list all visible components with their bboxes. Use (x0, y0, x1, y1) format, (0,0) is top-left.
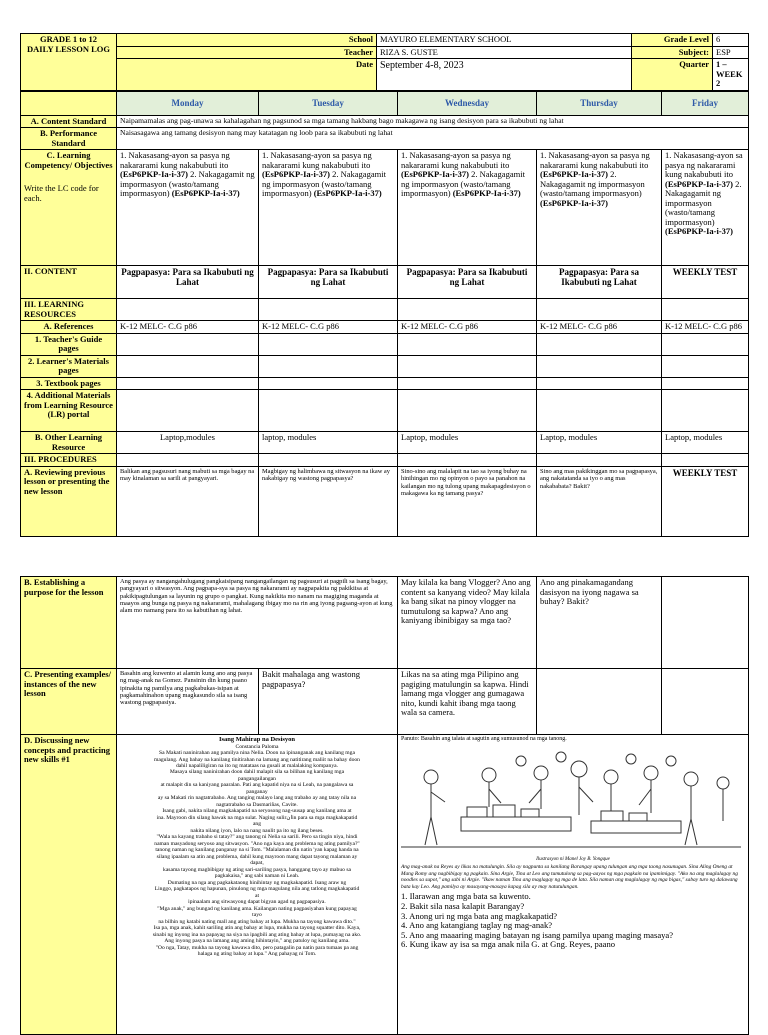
establishing-wednesday: May kilala ka bang Vlogger? Ano ang content sa kanyang video? May kilala ka bang sikat na pinoy vlogger na tumutulong sa kapwa? Ano ang kaniyang ibinibigay sa mga tao? (398, 577, 537, 669)
reviewing-tuesday: Magbigay ng halimbawa ng sitwasyon na ikaw ay nakabigay ng wastong pagpapasya? (259, 466, 398, 536)
competency-text-2: 2. Nakagagamit ng impormasyon (wasto/tamang impormasyon) (401, 169, 525, 199)
empty-cell (117, 377, 259, 390)
empty-cell (259, 377, 398, 390)
competency-monday (117, 150, 259, 266)
content-tuesday: Pagpapasya: Para sa Ikabubuti ng Lahat (259, 266, 398, 299)
competency-tuesday (259, 150, 398, 266)
competency-code: (EsP6PKP-Ia-i-37) (540, 169, 608, 180)
other-resources-wednesday: Laptop, modules (398, 432, 537, 454)
day-thursday: Thursday (537, 91, 662, 115)
family-illustration (401, 747, 745, 855)
empty-cell (117, 390, 259, 432)
story-line: Masaya silang naninirahan doon dahil malapit sila sa bilihan ng kanilang mga (169, 769, 345, 776)
story-line: na bilhin ng katabi nating mall ang ating bahay at lupa. Mukha na tayong kawawa dito." (158, 918, 356, 925)
empty-cell (537, 669, 662, 735)
competency-text-2: 2. Nakagagamit ng impormasyon (wasto/tamang impormasyon) (120, 169, 255, 199)
competency-label-cell (21, 150, 117, 266)
competency-text-2: 2. Nakagagamit ng impormasyon (wasto/tamang impormasyon) (540, 169, 645, 199)
grade-level-value: 6 (713, 34, 749, 47)
grade-range: GRADE 1 to 12 (40, 34, 97, 44)
question-item: 3. Anong uri ng mga bata ang magkakapatid? (401, 910, 558, 921)
resources-empty (117, 299, 259, 321)
discussing-label: D. Discussing new concepts and practicing new skills #1 (21, 735, 117, 1035)
story-line: Isa pa, mga anak, kahit sariling atin ang bahay at lupa, mukha na tayong squatter dito. Kaya, (153, 925, 361, 932)
story-line: ina. Mayroon din silang hawak na mga sulat. Naging sulirانin para sa mga magkakapatid (156, 814, 358, 821)
corner-cell (21, 91, 117, 115)
competency-text: 1. Nakasasang-ayon sa pasya ng nakararami kung nakabubuti ito (262, 150, 372, 170)
question-item: 2. Bakit sila nasa kalapit Barangay? (401, 900, 525, 911)
story-line: naman masyadong seryoso ang sitwasyon. "Ano nga kaya ang problema ng ating pamilya?" (154, 840, 360, 847)
empty-cell (537, 355, 662, 377)
establishing-label: B. Establishing a purpose for the lesson (21, 577, 117, 669)
competency-text: 1. Nakasasang-ayon sa pasya ng nakararami kung nakabubuti ito (401, 150, 511, 170)
performance-standard-label: B. Performance Standard (21, 128, 117, 150)
school-value: MAYURO ELEMENTARY SCHOOL (377, 34, 632, 47)
story-line: Sa Makati naninirahan ang pamilya nina Nelia. Doon na ipinanganak ang kanilang mga (159, 750, 355, 757)
competency-note: Write the LC code for each. (24, 183, 99, 203)
story-line: Dumating na nga ang pagkakataong hinihintay ng magkakapatid. Isang araw ng (167, 879, 347, 886)
grade-range-cell (21, 34, 117, 91)
learners-materials-label: 2. Learner's Materials pages (21, 355, 117, 377)
story-line: at (254, 892, 260, 899)
competency-wednesday (398, 150, 537, 266)
empty-cell (117, 333, 259, 355)
content-monday: Pagpapasya: Para sa Ikabubuti ng Lahat (117, 266, 259, 299)
story-line: kasama tayong magbibigay ng ating sari-sariling pasya, hanggang tayo ay mabuo sa (163, 866, 351, 873)
content-standard-label: A. Content Standard (21, 115, 117, 128)
teachers-guide-label: 1. Teacher's Guide pages (21, 333, 117, 355)
illustration-caption: Ilustrasyon ni Manel Joy B. Yongque (536, 856, 610, 862)
empty-cell (662, 355, 749, 377)
competency-text-2: 2. Nakagagamit ng impormasyon (wasto/tamang impormasyon) (665, 178, 742, 227)
empty-cell (537, 454, 662, 467)
presenting-label: C. Presenting examples/ instances of the new lesson (21, 669, 117, 735)
story-line: Linggo, pagkatapos ng hapunan, pinulong ng mga magulang nila ang tatlong magkakapatid (154, 886, 360, 893)
content-friday: WEEKLY TEST (662, 266, 749, 299)
subject-value: ESP (713, 46, 749, 59)
family-helping-illustration (401, 747, 741, 855)
competency-text: 1. Nakasasang-ayon sa pasya ng nakararami kung nakabubuti ito (665, 150, 743, 180)
empty-cell (259, 454, 398, 467)
competency-code-2: (EsP6PKP-Ia-i-37) (665, 226, 733, 237)
resources-label: III. LEARNING RESOURCES (21, 299, 117, 321)
story-line: dapat, (250, 860, 264, 867)
other-resources-friday: Laptop, modules (662, 432, 749, 454)
day-friday: Friday (662, 91, 749, 115)
activity-cell (398, 735, 749, 1035)
other-resources-tuesday: laptop, modules (259, 432, 398, 454)
empty-cell (537, 390, 662, 432)
competency-text: 1. Nakasasang-ayon sa pasya ng nakararami kung nakabubuti ito (540, 150, 650, 170)
header-table (20, 33, 749, 91)
story-line: tayo (252, 912, 262, 919)
question-item: 1. Ilarawan ang mga bata sa kuwento. (401, 891, 531, 902)
activity-paragraph: Ang mag-anak na Reyes ay likas na matulungin. Sila ay nagpunta sa kanilang Barangay upang tulungan ang mga taong nasunugan. Sina Aling Oneng at Mang Romy ang nagbibigay ng pagkain. Sina Argie, Tina at Leo ang tumutulong sa pag-aayos ng mga pagkain na ipamimigay. "Ako na ang maglalagay ng noodles sa supot," ang sabi ni Argie. "Ikaw naman Tina ang maglagay ng mga de lata. Sila naman ang maglalagay ng mga bigas," sabay turo ng dalawang bata kay Leo. Ang pamilya ay masayang-masaya kapag sila ay may natutulungan. (401, 864, 738, 890)
empty-cell (117, 355, 259, 377)
subject-label: Subject: (632, 46, 713, 59)
references-wednesday: K-12 MELC- C.G p86 (398, 321, 537, 334)
reviewing-label: A. Reviewing previous lesson or presenting the new lesson (21, 466, 117, 536)
quarter-value: 1 – WEEK 2 (713, 59, 749, 91)
story-title: Isang Mahirap na Desisyon (218, 736, 296, 743)
competency-friday (662, 150, 749, 266)
empty-cell (117, 454, 259, 467)
other-resources-monday: Laptop,modules (117, 432, 259, 454)
story-line: "Mga anak," ang bungad ng kanilang ama. Kailangan nating pagpasiyahan kung papayag (157, 905, 357, 912)
competency-thursday (537, 150, 662, 266)
question-item: 5. Ano ang maaaring maging batayan ng isang pamilya upang maging masaya? (401, 929, 674, 940)
empty-cell (398, 390, 537, 432)
resources-empty (398, 299, 537, 321)
lr-portal-label: 4. Additional Materials from Learning Resource (LR) portal (21, 390, 117, 432)
empty-cell (537, 377, 662, 390)
empty-cell (537, 333, 662, 355)
procedures-label: III. PROCEDURES (21, 454, 117, 467)
competency-code-2: (EsP6PKP-Ia-i-37) (171, 188, 240, 199)
teacher-label: Teacher (117, 46, 377, 59)
story-line: ang (252, 821, 262, 828)
content-standard-text: Naipamamalas ang pag-unawa sa kahalagahan ng pagsunod sa mga tamang hakbang bago makagawa ng isang desisyon para sa ikabubuti ng lahat (117, 115, 749, 128)
empty-cell (398, 355, 537, 377)
presenting-wednesday: Likas na sa ating mga Pilipino ang pagiging matulungin sa kapwa. Hindi lamang mga vlogger ang gumagawa nito, kundi kahit ibang mga taong wala sa camera. (398, 669, 537, 735)
resources-empty (537, 299, 662, 321)
competency-code-2: (EsP6PKP-Ia-i-37) (540, 197, 608, 208)
other-resources-thursday: Laptop, modules (537, 432, 662, 454)
day-tuesday: Tuesday (259, 91, 398, 115)
story-line: magulang. Ang bahay na kanilang tinitirahan na lamang ang natitirang maliit na bahay doon (154, 756, 360, 763)
story-line: Isang gabi, nakita nilang magkakapatid na seryosong nag-uusap ang kanilang ama at (162, 808, 352, 815)
competency-code: (EsP6PKP-Ia-i-37) (665, 178, 733, 189)
teacher-value: RIZA S. GUSTE (377, 46, 632, 59)
story-cell (117, 735, 398, 1035)
main-table (20, 91, 749, 537)
competency-code-2: (EsP6PKP-Ia-i-37) (313, 188, 382, 199)
story-line: tanong naman ng kanilang panganay na si Tom. "Malalaman din natin 'yan kapag handa na (155, 847, 359, 854)
empty-cell (259, 333, 398, 355)
reviewing-thursday: Sino ang mas pakikinggan mo sa pagpapasya, ang nakatatanda sa iyo o ang mas nakababata? Bakit? (537, 466, 662, 536)
empty-cell (662, 377, 749, 390)
story-line: dahil napaliligiran na ito ng matataas na gusali at malalaking kompanya. (175, 762, 338, 769)
empty-cell (662, 577, 749, 669)
content-label: II. CONTENT (21, 266, 117, 299)
resources-empty (259, 299, 398, 321)
story-line: Ang inyong pasya na lamang ang aming hihintayin," ang patuloy ng kanilang ama. (164, 938, 350, 945)
references-friday: K-12 MELC- C.G p86 (662, 321, 749, 334)
empty-cell (662, 333, 749, 355)
competency-code: (EsP6PKP-Ia-i-37) (262, 169, 330, 180)
activity-instruction: Panuto: Basahin ang talata at sagutin ang sumusunod na mga tanong. (401, 736, 567, 742)
competency-label: C. Learning Competency/ Objectives (24, 150, 113, 170)
empty-cell (398, 454, 537, 467)
date-value: September 4-8, 2023 (377, 59, 632, 91)
story-line: silang ipaalam sa atin ang problema, dahil kung mayroon mang dapat tayong malaman ay (156, 853, 358, 860)
school-label: School (117, 34, 377, 47)
story-line: halaga ng ating bahay at lupa." Ang pahayag ni Tom. (197, 951, 317, 958)
competency-code-2: (EsP6PKP-Ia-i-37) (452, 188, 521, 199)
references-tuesday: K-12 MELC- C.G p86 (259, 321, 398, 334)
story-line: nakita nilang iyon, lalo na nang naulit pa ito ng ilang beses. (190, 827, 324, 834)
reviewing-wednesday: Sino-sino ang malalapit na tao sa iyong buhay na hinihingan mo ng opinyon o payo sa panahon na kailangan mo ng tulong upang makapagdesisyon o makagawa ka ng tamang pasya? (398, 466, 537, 536)
grade-level-label: Grade Level (632, 34, 713, 47)
story-line: ipinaalam ang sitwasyong dapat bigyan agad ng pagpapasiya. (188, 899, 326, 906)
performance-standard-text: Naisasagawa ang tamang desisyon nang may katatagan ng loob para sa ikabubuti ng lahat (117, 128, 749, 150)
presenting-tuesday: Bakit mahalaga ang wastong pagpapasya? (259, 669, 398, 735)
story-line: "Wala na kayang trabaho si tatay?" ang tanong ni Nelia sa sarili. Pero sa tingin niya, hindi (156, 834, 358, 841)
story-line: ay sa Makati rin nagtatrabaho. Ang tanging malayo lang ang trabaho ay ang tatay nila na (157, 795, 357, 802)
story-line: nagtatrabaho sa Dasmariñas, Cavite. (216, 801, 298, 808)
content-wednesday: Pagpapasya: Para sa Ikabubuti ng Lahat (398, 266, 537, 299)
reviewing-friday: WEEKLY TEST (662, 466, 749, 536)
empty-cell (662, 390, 749, 432)
empty-cell (259, 355, 398, 377)
day-wednesday: Wednesday (398, 91, 537, 115)
references-label: A. References (21, 321, 117, 334)
question-list (401, 892, 745, 950)
lesson-log-page-1 (20, 33, 748, 537)
empty-cell (398, 333, 537, 355)
question-item: 6. Kung ikaw ay isa sa mga anak nila G. at Gng. Reyes, paano (401, 939, 616, 950)
story-line: at malapit din sa kaniyang paaralan. Pati ang kapatid niya na si Leah, na pangalawa sa (160, 782, 354, 789)
competency-text-2: 2. Nakagagamit ng impormasyon (wasto/tamang impormasyon) (262, 169, 386, 199)
story-line: panganay (246, 788, 268, 795)
story-line: sinabi ng inyong ina na papayag na siya na ipagbili ang ating bahay at lupa, pumayag na ako. (152, 931, 362, 938)
references-thursday: K-12 MELC- C.G p86 (537, 321, 662, 334)
establishing-thursday: Ano ang pinakamagandang dasisyon na iyong nagawa sa buhay? Bakit? (537, 577, 662, 669)
establishing-monday: Ang pasya ay nangangahulugang pangkaisipang nangangailangan ng pagsusuri at pagpili sa isang bagay, pangyayari o sitwasyon. Ang pagpapa-sya sa pasya ng nakararami ay nagpapakita ng pakikiisa at pakikipagtulungan sa layunin ng grupo o pangkat. Kung nakikita mo nanam na magiging maganda at maayos ang bunga ng pasya ng nakararami, mahalagang ibigay mo na rin ang iyong pagsang-ayon at kung alam mo namang para ito sa kabutihan ng lahat. (117, 577, 398, 669)
day-monday: Monday (117, 91, 259, 115)
presenting-monday: Basahin ang kuwento at alamin kung ano ang pasya ng mag-anak na Gomez. Pansinin din kung paano ipinakita ng pamilya ang pagkabukas-isipan at pagkamahinahon upang magkasundo sila sa isang wastong pagpapasiya. (117, 669, 259, 735)
lesson-log-page-2 (20, 576, 748, 1035)
log-title: DAILY LESSON LOG (27, 43, 110, 54)
reviewing-monday: Balikan ang pagsusuri nang mabuti sa mga bagay na may kinalaman sa sarili at pangyayari. (117, 466, 259, 536)
story-body (120, 750, 394, 958)
other-resources-label: B. Other Learning Resource (21, 432, 117, 454)
quarter-label: Quarter (632, 59, 713, 91)
competency-code: (EsP6PKP-Ia-i-37) (120, 169, 188, 180)
question-item: 4. Ano ang katangiang taglay ng mag-anak? (401, 920, 553, 931)
empty-cell (662, 669, 749, 735)
procedures-table (20, 576, 749, 1035)
story-author: Constancia Paloma (235, 743, 279, 750)
references-monday: K-12 MELC- C.G p86 (117, 321, 259, 334)
competency-text: 1. Nakasasang-ayon sa pasya ng nakararami kung nakabubuti ito (120, 150, 230, 170)
textbook-label: 3. Textbook pages (21, 377, 117, 390)
content-thursday: Pagpapasya: Para sa Ikabubuti ng Lahat (537, 266, 662, 299)
competency-code: (EsP6PKP-Ia-i-37) (401, 169, 469, 180)
empty-cell (662, 454, 749, 467)
date-label: Date (117, 59, 377, 91)
resources-empty (662, 299, 749, 321)
story-line: pangangailangan (238, 775, 276, 782)
empty-cell (259, 390, 398, 432)
empty-cell (398, 377, 537, 390)
story-line: pagkakaisa," ang sabi naman ni Leah. (214, 873, 300, 880)
story-line: "Oo nga, Tatay, mukha na tayong kawawa dito, pero patagalin pa natin para tumaas pa ang (155, 944, 359, 951)
